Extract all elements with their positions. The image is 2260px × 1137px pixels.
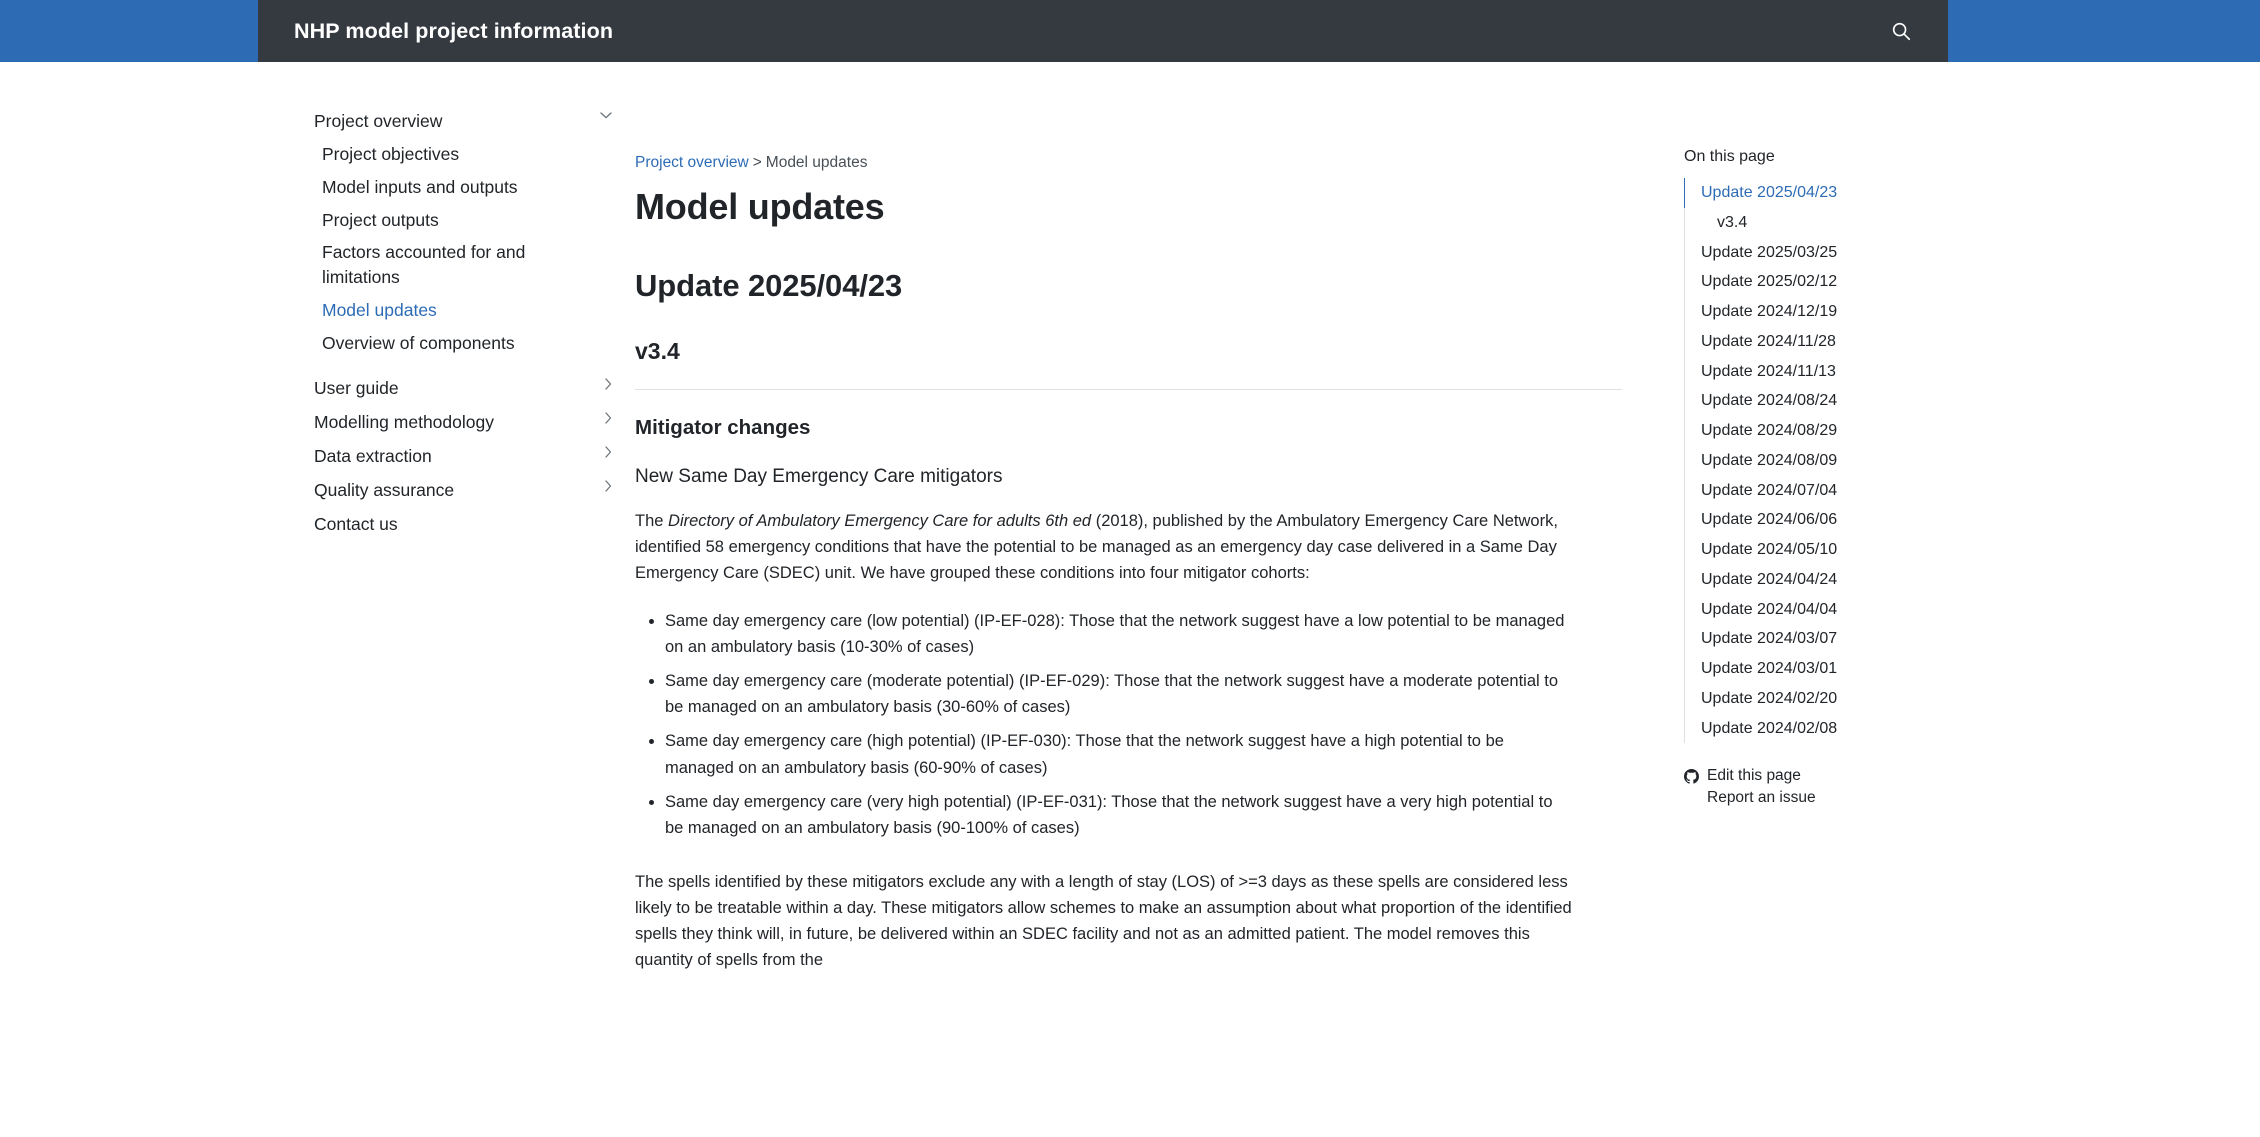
toc-item-update-2024-02-08[interactable]: Update 2024/02/08 bbox=[1684, 714, 2260, 744]
sidebar-item-modelling-methodology[interactable] bbox=[314, 406, 612, 440]
chevron-right-icon bbox=[598, 446, 612, 458]
sidebar-item-label: Project objectives bbox=[322, 143, 460, 164]
breadcrumb-separator: > bbox=[752, 154, 762, 171]
github-icon bbox=[1684, 769, 1699, 784]
breadcrumb-current: Model updates bbox=[765, 154, 868, 171]
version-heading: v3.4 bbox=[635, 338, 1622, 390]
chevron-right-icon bbox=[598, 378, 612, 390]
sidebar-item-project-overview[interactable] bbox=[314, 104, 612, 138]
paragraph-intro-citation: Directory of Ambulatory Emergency Care for adults 6th ed bbox=[668, 512, 1092, 530]
list-item: • Same day emergency care (very high potential) (IP-EF-031): Those that the network suggest have a very high potential to be managed on an ambulatory basis (90-100% of cases) bbox=[665, 789, 1575, 841]
toc-list bbox=[1684, 178, 2260, 743]
report-an-issue-label: Report an issue bbox=[1707, 789, 1816, 807]
sidebar-item-label: Data extraction bbox=[314, 445, 432, 466]
sidebar-item-label: Model updates bbox=[322, 300, 437, 321]
toc-item-update-2024-05-10[interactable]: Update 2024/05/10 bbox=[1684, 535, 2260, 565]
edit-this-page-label: Edit this page bbox=[1707, 767, 1801, 785]
chevron-down-icon bbox=[598, 111, 612, 119]
page-body bbox=[0, 62, 2260, 1137]
header-left-accent bbox=[0, 0, 258, 62]
sidebar-item-quality-assurance[interactable] bbox=[314, 473, 612, 507]
sidebar-item-project-objectives[interactable] bbox=[322, 138, 612, 171]
toc-item-update-2024-08-24[interactable]: Update 2024/08/24 bbox=[1684, 386, 2260, 416]
sidebar-item-label: Model inputs and outputs bbox=[322, 176, 518, 197]
header-bar bbox=[0, 0, 2260, 62]
sidebar-item-label: Project outputs bbox=[322, 209, 439, 230]
section-heading-update: Update 2025/04/23 bbox=[635, 268, 903, 303]
toc-item-update-2025-02-12[interactable]: Update 2025/02/12 bbox=[1684, 267, 2260, 297]
site-title: NHP model project information bbox=[294, 18, 614, 43]
toc-item-update-2024-04-24[interactable]: Update 2024/04/24 bbox=[1684, 565, 2260, 595]
page-title: Model updates bbox=[635, 186, 885, 227]
sidebar-item-overview-of-components[interactable] bbox=[322, 327, 612, 360]
sidebar-item-label: Factors accounted for and limitations bbox=[322, 242, 526, 288]
search-icon[interactable] bbox=[1884, 14, 1918, 48]
edit-this-page-link[interactable] bbox=[1684, 765, 2260, 787]
toc-item-update-2024-06-06[interactable]: Update 2024/06/06 bbox=[1684, 505, 2260, 535]
chevron-right-icon bbox=[598, 480, 612, 492]
sidebar-item-label: Modelling methodology bbox=[314, 412, 494, 433]
sidebar-item-label: Overview of components bbox=[322, 332, 515, 353]
toc-item-update-2024-08-09[interactable]: Update 2024/08/09 bbox=[1684, 446, 2260, 476]
paragraph-intro bbox=[635, 508, 1575, 586]
list-item: • Same day emergency care (low potential) (IP-EF-028): Those that the network suggest have a low potential to be managed on an ambulatory basis (10-30% of cases) bbox=[665, 608, 1575, 660]
paragraph-intro-post: (2018), published by the Ambulatory Emergency Care Network, identified 58 emergency conditions that have the potential to be managed as an emergency day case delivered in a Same Day Emergency Care (SDEC) unit. We have grouped these conditions into four mitigator cohorts: bbox=[635, 512, 1558, 583]
sidebar-item-data-extraction[interactable] bbox=[314, 439, 612, 473]
toc-item-update-2024-03-07[interactable]: Update 2024/03/07 bbox=[1684, 624, 2260, 654]
toc-item-update-2024-08-29[interactable]: Update 2024/08/29 bbox=[1684, 416, 2260, 446]
breadcrumb bbox=[635, 154, 1622, 172]
header-navbar bbox=[258, 0, 1948, 62]
toc-item-update-2025-03-25[interactable]: Update 2025/03/25 bbox=[1684, 238, 2260, 268]
sidebar-item-label: Contact us bbox=[314, 513, 398, 534]
sidebar-item-label: User guide bbox=[314, 378, 399, 399]
toc-item-update-2024-03-01[interactable]: Update 2024/03/01 bbox=[1684, 654, 2260, 684]
sidebar-group-project-overview bbox=[314, 104, 612, 360]
sidebar-item-model-inputs-and-outputs[interactable] bbox=[322, 171, 612, 204]
toc-footer bbox=[1684, 765, 2260, 809]
sidebar-nav bbox=[0, 62, 632, 541]
sidebar-item-factors-accounted-for-and-limitations[interactable] bbox=[322, 236, 612, 294]
toc-item-update-2024-02-20[interactable]: Update 2024/02/20 bbox=[1684, 684, 2260, 714]
header-right-accent bbox=[1948, 0, 2260, 62]
sidebar-subnav-project-overview bbox=[314, 138, 612, 360]
sidebar-item-label: Project overview bbox=[314, 110, 443, 131]
sidebar-item-user-guide[interactable] bbox=[314, 372, 612, 406]
subsection-heading-mitigator-changes: Mitigator changes bbox=[635, 416, 811, 439]
toc-item-update-2024-11-28[interactable]: Update 2024/11/28 bbox=[1684, 327, 2260, 357]
sidebar-item-contact-us[interactable] bbox=[314, 507, 612, 541]
list-item: • Same day emergency care (high potential) (IP-EF-030): Those that the network suggest have a high potential to be managed on an ambulatory basis (60-90% of cases) bbox=[665, 728, 1575, 780]
toc-item-update-2024-07-04[interactable]: Update 2024/07/04 bbox=[1684, 476, 2260, 506]
toc-item-update-2025-04-23[interactable]: Update 2025/04/23 bbox=[1684, 178, 2260, 208]
toc-item-update-2024-04-04[interactable]: Update 2024/04/04 bbox=[1684, 595, 2260, 625]
toc-item-update-2024-11-13[interactable]: Update 2024/11/13 bbox=[1684, 357, 2260, 387]
breadcrumb-link-project-overview[interactable]: Project overview bbox=[635, 154, 749, 171]
sidebar-item-project-outputs[interactable] bbox=[322, 204, 612, 237]
sidebar-item-label: Quality assurance bbox=[314, 479, 455, 500]
toc-heading: On this page bbox=[1684, 148, 1775, 165]
toc-item-update-2024-12-19[interactable]: Update 2024/12/19 bbox=[1684, 297, 2260, 327]
main-content bbox=[632, 62, 1622, 995]
sidebar-item-model-updates[interactable] bbox=[322, 294, 612, 327]
on-this-page-toc bbox=[1622, 62, 2260, 809]
report-an-issue-link[interactable] bbox=[1684, 787, 2260, 809]
list-item: • Same day emergency care (moderate potential) (IP-EF-029): Those that the network suggest have a moderate potential to be managed on an ambulatory basis (30-60% of cases) bbox=[665, 668, 1575, 720]
paragraph-spells-exclusion: The spells identified by these mitigators exclude any with a length of stay (LOS) of >=3 days as these spells are considered less likely to be treatable within a day. These mitigators allow schemes to make an assumption about what proportion of the identified spells they think will, in future, be delivered within an SDEC facility and not as an admitted patient. The model removes this quantity of spells from the bbox=[635, 872, 1572, 969]
mitigator-cohort-list bbox=[635, 608, 1575, 841]
paragraph-intro-pre: The bbox=[635, 512, 669, 530]
chevron-right-icon bbox=[598, 412, 612, 424]
subsection-heading-new-sdec-mitigators: New Same Day Emergency Care mitigators bbox=[635, 466, 1003, 487]
toc-item-v3-4[interactable]: v3.4 bbox=[1684, 208, 2260, 238]
